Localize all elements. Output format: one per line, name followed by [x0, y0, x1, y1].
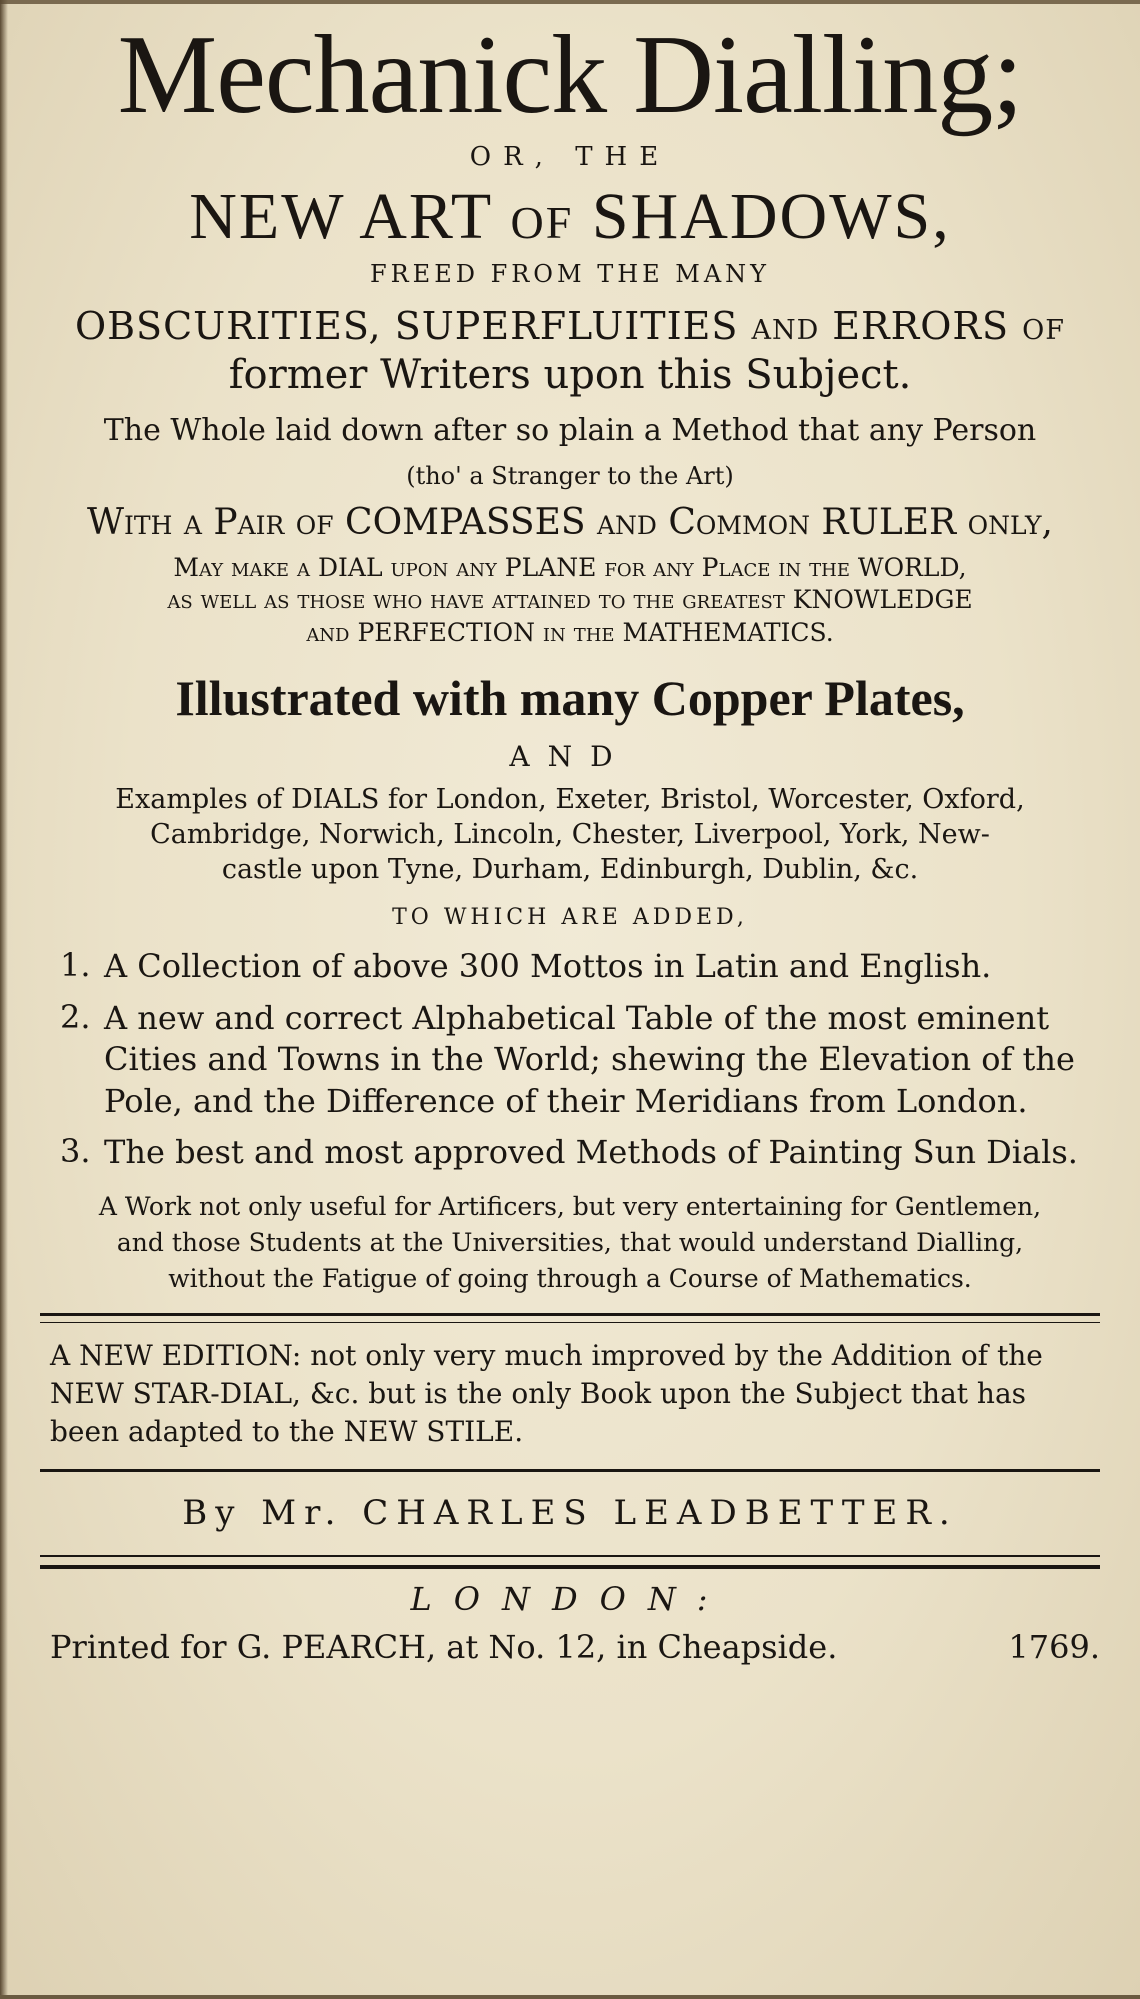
double-rule [40, 1313, 1100, 1323]
illustrated-line: Illustrated with many Copper Plates, [175, 669, 965, 726]
stranger-line: (tho' a Stranger to the Art) [406, 461, 734, 490]
work-line-3: without the Fatigue of going through a Course of Mathematics. [168, 1263, 972, 1293]
list-item [60, 946, 1100, 988]
subtitle: NEW ART of SHADOWS, [189, 180, 951, 254]
imprint-line [50, 1628, 1100, 1666]
dial-line-1: May make a DIAL upon any PLANE for any Place in the WORLD, [173, 552, 967, 582]
list-item [60, 998, 1100, 1123]
page-edge-left [0, 0, 8, 1999]
and-line: AND [509, 740, 631, 774]
dial-line-3: and PERFECTION in the MATHEMATICS. [306, 618, 834, 648]
whole-method-line: The Whole laid down after so plain a Method that any Person [103, 413, 1037, 449]
contents-list [60, 946, 1100, 1174]
list-item-number: 1. [60, 946, 91, 985]
list-item-text: The best and most approved Methods of Painting Sun Dials. [104, 1133, 1078, 1172]
imprint-printer: Printed for G. PEARCH, at No. 12, in Cheapside. [50, 1627, 838, 1666]
list-item-text: A Collection of above 300 Mottos in Latin and English. [104, 947, 992, 986]
freed-line: FREED FROM THE MANY [369, 259, 771, 288]
triple-rule [40, 1555, 1100, 1569]
obscurities-line: OBSCURITIES, SUPERFLUITIES and ERRORS of [74, 303, 1066, 348]
list-item-number: 2. [60, 997, 91, 1036]
place-line: LONDON: [410, 1579, 730, 1618]
former-writers-line: former Writers upon this Subject. [228, 352, 912, 399]
examples-line-3: castle upon Tyne, Durham, Edinburgh, Dublin, &c. [221, 853, 919, 885]
edition-note: A NEW EDITION: not only very much improved by the Addition of the NEW STAR-DIAL, &c. but is the only Book upon the Subject that has been adapted to the NEW STILE. [50, 1339, 1043, 1448]
author-line: By Mr. CHARLES LEADBETTER. [182, 1492, 958, 1533]
examples-line-1: Examples of DIALS for London, Exeter, Bristol, Worcester, Oxford, [115, 783, 1025, 815]
list-item-text: A new and correct Alphabetical Table of the most eminent Cities and Towns in the World; shewing the Elevation of the Pole, and the Difference of their Meridians from London. [104, 998, 1075, 1120]
or-the-line: OR, THE [469, 142, 671, 173]
single-rule [40, 1469, 1100, 1472]
list-item-number: 3. [60, 1132, 91, 1171]
page-edge-top [0, 0, 1140, 4]
examples-line-2: Cambridge, Norwich, Lincoln, Chester, Liverpool, York, New- [150, 818, 990, 850]
compasses-line: With a Pair of COMPASSES and Common RULER only, [87, 502, 1053, 544]
list-item [60, 1132, 1100, 1174]
dial-line-2: as well as those who have attained to the greatest KNOWLEDGE [167, 585, 973, 615]
work-line-2: and those Students at the Universities, that would understand Dialling, [116, 1227, 1024, 1257]
added-line: TO WHICH ARE ADDED, [392, 904, 748, 930]
imprint-year: 1769. [1008, 1627, 1100, 1666]
work-line-1: A Work not only useful for Artificers, but very entertaining for Gentlemen, [98, 1192, 1042, 1222]
page-edge-bottom [0, 1995, 1140, 1999]
main-title: Mechanick Dialling; [117, 13, 1023, 137]
